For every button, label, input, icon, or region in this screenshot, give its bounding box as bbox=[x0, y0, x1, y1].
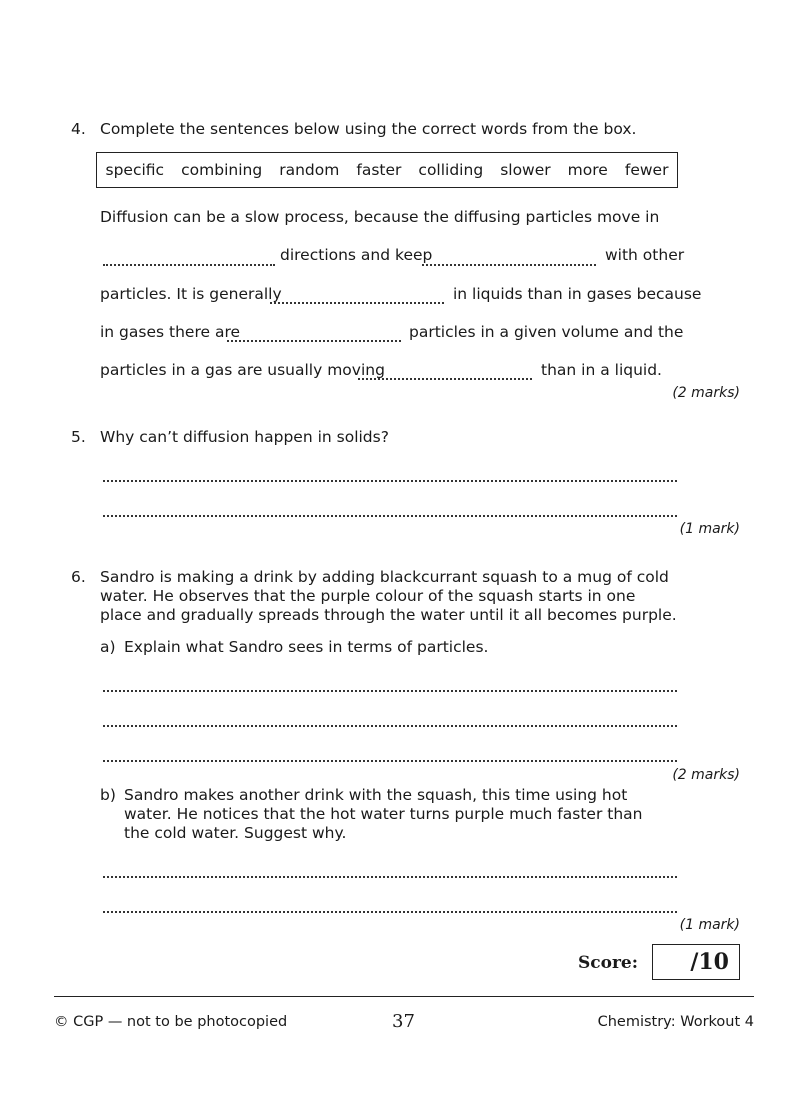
word-option: colliding bbox=[418, 161, 484, 179]
score-label: Score: bbox=[577, 953, 638, 973]
q4-blank-2[interactable] bbox=[422, 262, 596, 266]
q6a-answer-line[interactable] bbox=[103, 725, 677, 727]
question-6-number: 6. bbox=[71, 568, 86, 586]
q4-sentence-3b: in liquids than in gases because bbox=[453, 285, 702, 303]
score-total: /10 bbox=[690, 949, 729, 975]
score-box[interactable] bbox=[652, 944, 740, 980]
q4-blank-4[interactable] bbox=[227, 338, 401, 342]
q6b-answer-line[interactable] bbox=[103, 911, 677, 913]
footer-rule bbox=[54, 996, 754, 997]
q4-sentence-4b: particles in a given volume and the bbox=[409, 323, 684, 341]
q6a-marks: (2 marks) bbox=[672, 767, 740, 783]
question-5-prompt: Why can’t diffusion happen in solids? bbox=[100, 428, 389, 446]
q6b-marks: (1 mark) bbox=[679, 917, 740, 933]
q6a-answer-line[interactable] bbox=[103, 760, 677, 762]
q6b-text: Sandro makes another drink with the squash, this time using hot water. He notices that the hot water turns purple much faster than the cold water. Suggest why. bbox=[124, 786, 643, 842]
q4-sentence-5a: particles in a gas are usually moving bbox=[100, 361, 385, 379]
q4-marks: (2 marks) bbox=[672, 385, 740, 401]
q4-sentence-5b: than in a liquid. bbox=[541, 361, 662, 379]
question-4-prompt: Complete the sentences below using the correct words from the box. bbox=[100, 120, 637, 138]
q4-sentence-3a: particles. It is generally bbox=[100, 285, 282, 303]
q6b-answer-line[interactable] bbox=[103, 876, 677, 878]
q5-marks: (1 mark) bbox=[679, 521, 740, 537]
footer-copyright: © CGP — not to be photocopied bbox=[54, 1014, 288, 1030]
word-option: random bbox=[279, 161, 340, 179]
question-4-number: 4. bbox=[71, 120, 86, 138]
q4-sentence-1: Diffusion can be a slow process, because the diffusing particles move in bbox=[100, 208, 660, 226]
question-5-number: 5. bbox=[71, 428, 86, 446]
q6a-answer-line[interactable] bbox=[103, 690, 677, 692]
word-option: slower bbox=[500, 161, 551, 179]
q6b-label: b) bbox=[100, 786, 116, 804]
q4-blank-1[interactable] bbox=[103, 262, 275, 266]
q4-sentence-2b: with other bbox=[605, 246, 685, 264]
q5-answer-line[interactable] bbox=[103, 515, 677, 517]
q4-blank-3[interactable] bbox=[270, 300, 444, 304]
q6a-label: a) bbox=[100, 638, 116, 656]
word-option: combining bbox=[181, 161, 263, 179]
word-option: more bbox=[567, 161, 608, 179]
word-box bbox=[96, 152, 678, 188]
word-option: fewer bbox=[624, 161, 669, 179]
question-6-prompt: Sandro is making a drink by adding blackcurrant squash to a mug of cold water. He observes that the purple colour of the squash starts in one place and gradually spreads through the water until it all becomes purple. bbox=[100, 568, 677, 624]
word-option: specific bbox=[105, 161, 165, 179]
q5-answer-line[interactable] bbox=[103, 480, 677, 482]
footer-title: Chemistry: Workout 4 bbox=[597, 1014, 754, 1030]
page-number: 37 bbox=[392, 1011, 415, 1032]
q4-blank-5[interactable] bbox=[358, 376, 532, 380]
q6a-text: Explain what Sandro sees in terms of particles. bbox=[124, 638, 489, 656]
q4-sentence-2a: directions and keep bbox=[280, 246, 433, 264]
q4-sentence-4a: in gases there are bbox=[100, 323, 241, 341]
word-option: faster bbox=[356, 161, 402, 179]
